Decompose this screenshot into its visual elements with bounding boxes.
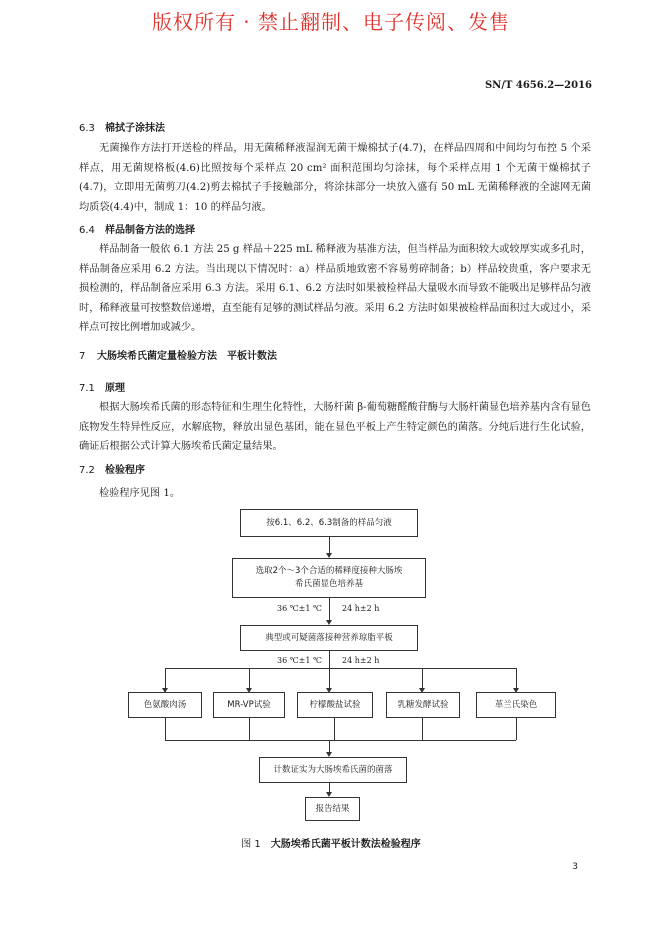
page-number: 3 xyxy=(572,862,578,872)
flow-connector xyxy=(329,668,330,690)
section-7-heading xyxy=(79,347,277,362)
section-6-4-heading xyxy=(79,221,195,236)
section-6-3-paragraph: 无菌操作方法打开送检的样品，用无菌稀释液湿润无菌干燥棉拭子(4.7)，在样品四周和中间均匀布控 5 个采样点，用无菌规格板(4.6)比照按每个采样点 20 cm² 面积范围均匀涂抹，每个采样点用 1 个无菌干燥棉拭子(4.7)，立即用无菌剪刀(4.2)剪去棉拭子手接触部分，将涂抹部分一块放入盛有 50 mL 无菌稀释液的全滤网无菌均质袋(4.4)中，制成 1：10 的样品匀液。 xyxy=(79,143,591,213)
section-7-2-heading xyxy=(79,461,145,476)
figure-caption xyxy=(0,835,662,850)
section-title: 原理 xyxy=(105,383,125,394)
flow-test-lactose-fermentation: 乳糖发酵试验 xyxy=(386,692,460,718)
flow-step-text: 希氏菌显色培养基 xyxy=(294,579,363,589)
flow-step-inoculate xyxy=(232,558,426,598)
flow-connector xyxy=(334,718,335,740)
incubation-time: 24 h±2 h xyxy=(342,656,380,665)
figure-title: 大肠埃希氏菌平板计数法检验程序 xyxy=(270,839,421,850)
flow-connector xyxy=(516,718,517,740)
copyright-banner: 版权所有 · 禁止翻制、电子传阅、发售 xyxy=(151,10,511,34)
flow-connector xyxy=(249,718,250,740)
section-7-1-paragraph: 根据大肠埃希氏菌的形态特征和生理生化特性，大肠杆菌 β-葡萄糖醛酸苷酶与大肠杆菌显色培养基内含有显色底物发生特异性反应，水解底物，释放出显色基团，能在显色平板上产生特定颜色的菌落。分纯后进行生化试验，确证后根据公式计算大肠埃希氏菌定量结果。 xyxy=(79,402,591,452)
flow-step-sample-prep: 按6.1、6.2、6.3制备的样品匀液 xyxy=(240,509,418,537)
flow-connector xyxy=(249,668,250,690)
flow-connector xyxy=(329,651,330,668)
flow-step-subculture: 典型或可疑菌落接种营养琼脂平板 xyxy=(240,625,418,651)
flow-test-citrate: 柠檬酸盐试验 xyxy=(297,692,373,718)
flow-connector xyxy=(165,668,166,690)
section-title: 大肠埃希氏菌定量检验方法 平板计数法 xyxy=(97,351,277,362)
flow-test-gram-stain: 革兰氏染色 xyxy=(476,692,556,718)
section-6-3-heading xyxy=(79,119,165,134)
flow-connector xyxy=(516,668,517,690)
section-number: 7 xyxy=(79,351,86,362)
flow-step-report: 报告结果 xyxy=(305,797,360,821)
flow-connector xyxy=(165,718,166,740)
flow-merge-line xyxy=(165,740,516,741)
section-6-4-paragraph: 样品制备一般依 6.1 方法 25 g 样品＋225 mL 稀释液为基准方法，但当样品为面积较大或较厚实或多孔时，样品制备应采用 6.2 方法。当出现以下情况时：a）样品质地致密不容易剪碎制备；b）样品较贵重，客户要求无损检测的，样品制备应采用 6.3 方法。采用 6.1、6.2 方法时如果被检样品大量吸水而导致不能吸出足够样品匀液时，稀释液量可按整数倍递增，直至能有足够的测试样品匀液。采用 6.2 方法时如果被检样品面积过大或过小，采样点可按比例增加或减少。 xyxy=(79,244,591,333)
section-number: 7.1 xyxy=(79,383,95,394)
section-7-2-paragraph: 检验程序见图 1。 xyxy=(99,488,181,499)
flow-connector xyxy=(422,668,423,690)
incubation-temperature: 36 ℃±1 ℃ xyxy=(277,656,322,665)
incubation-time: 24 h±2 h xyxy=(342,604,380,613)
flow-connector xyxy=(329,598,330,622)
document-number: SN/T 4656.2—2016 xyxy=(484,80,592,91)
section-title: 棉拭子涂抹法 xyxy=(105,123,165,134)
flow-connector xyxy=(422,718,423,740)
section-number: 6.4 xyxy=(79,225,95,236)
section-title: 样品制备方法的选择 xyxy=(105,225,195,236)
flow-step-count-confirmed: 计数证实为大肠埃希氏菌的菌落 xyxy=(259,757,407,783)
section-number: 7.2 xyxy=(79,465,95,476)
section-7-1-heading xyxy=(79,379,125,394)
incubation-temperature: 36 ℃±1 ℃ xyxy=(277,604,322,613)
flow-step-text: 选取2个～3个合适的稀释度接种大肠埃 xyxy=(255,566,403,576)
section-number: 6.3 xyxy=(79,123,95,134)
flow-test-tryptophan-broth: 色氨酸肉汤 xyxy=(128,692,202,718)
section-title: 检验程序 xyxy=(105,465,145,476)
flow-test-mr-vp: MR-VP试验 xyxy=(213,692,285,718)
figure-label: 图 1 xyxy=(241,839,261,850)
flow-branch-line xyxy=(165,668,516,669)
